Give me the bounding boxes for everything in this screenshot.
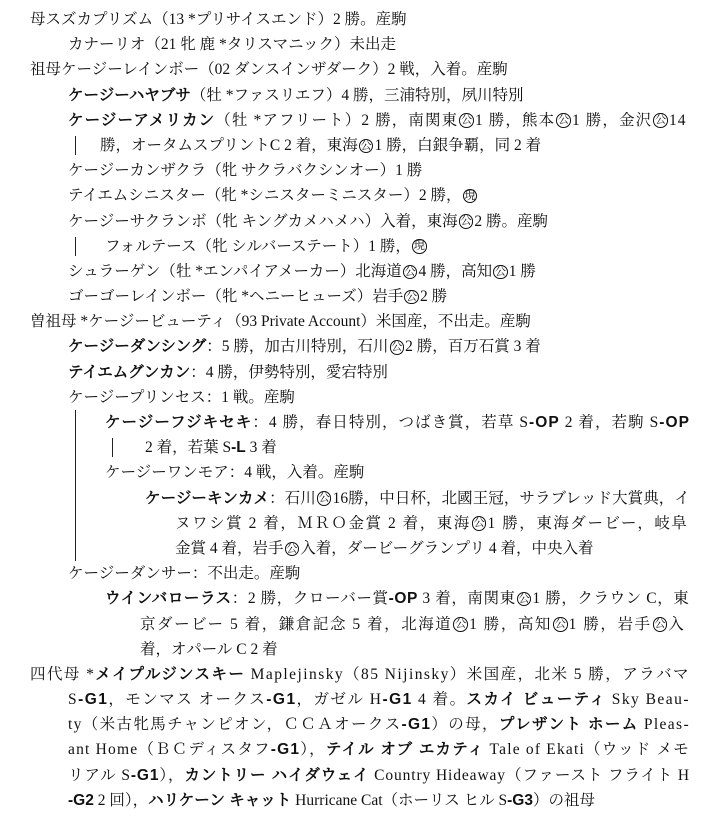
tree-connector-line <box>75 136 76 155</box>
line-text <box>30 662 690 687</box>
race-grade-label: -G1 <box>266 691 297 709</box>
third-dam-grandfoal-continuation <box>0 435 720 460</box>
tree-connector-line <box>75 435 76 460</box>
text-run: Maplejinsky（85 Nijinsky）米国産，北米 5 勝，アラバマ <box>245 665 690 683</box>
highlighted-horse-name: ウインバローラス <box>105 590 232 608</box>
line-text <box>105 460 364 485</box>
second-dam-foal-line <box>0 209 720 234</box>
line-text <box>68 687 690 712</box>
text-run: 3 着 <box>245 439 277 457</box>
public-racing-mark: 公 <box>518 592 530 605</box>
public-racing-mark: 公 <box>460 215 472 228</box>
highlighted-horse-name: ハリケーン キャット <box>148 791 292 809</box>
line-text <box>68 334 541 359</box>
fourth-dam-continuation <box>0 712 720 737</box>
race-grade-label: -OP <box>529 414 560 431</box>
text-run: ：5 勝，加古川特別，石川 <box>206 338 389 356</box>
text-run: 1 勝，岩手 <box>568 615 652 633</box>
text-run: ケージーダンサー：不出走。産駒 <box>68 565 301 583</box>
line-text <box>68 183 478 208</box>
highlighted-horse-name: ケージーフジキセキ <box>105 414 253 431</box>
third-dam-great-grandfoal-line <box>0 486 720 511</box>
text-run: 4 着。 <box>412 691 467 709</box>
public-racing-mark: 公 <box>404 265 416 278</box>
third-dam-line <box>0 309 720 334</box>
line-text <box>175 511 688 536</box>
public-racing-mark: 公 <box>554 618 566 631</box>
line-text <box>68 209 548 234</box>
second-dam-line <box>0 57 720 82</box>
dam-foal-line <box>0 32 720 57</box>
text-run: ケージープリンセス：1 戦。産駒 <box>68 388 295 406</box>
third-dam-grandfoal-continuation <box>0 612 720 637</box>
second-dam-grandfoal-line <box>0 234 720 259</box>
text-run: Sky Beau- <box>606 691 690 709</box>
text-run: 2 勝。産駒 <box>474 212 549 230</box>
line-text <box>145 435 277 460</box>
line-text <box>140 637 278 662</box>
public-racing-mark: 公 <box>558 114 570 127</box>
tree-connector-line <box>75 237 76 256</box>
line-text <box>30 57 508 82</box>
text-run: 1 勝 <box>508 262 536 280</box>
text-run: ，ガゼル H <box>296 691 383 709</box>
text-run: ：4 勝，伊勢特別，愛宕特別 <box>190 363 388 381</box>
third-dam-grandfoal-line <box>0 410 720 435</box>
text-run: 2 勝 <box>420 288 448 306</box>
horse-name: ケージーハヤブサ <box>68 86 191 104</box>
horse-name: テイエムグンカン <box>68 363 191 381</box>
text-run: 1 勝，クラウン C，東 <box>532 590 690 608</box>
text-run: ヌワシ賞 2 着，ＭＲＯ金賞 2 着，東海 <box>175 514 471 532</box>
line-text <box>145 486 690 511</box>
public-racing-mark: 公 <box>654 618 666 631</box>
horse-name: ケージーアメリカン <box>68 111 216 129</box>
race-grade-label: -G1 <box>130 766 160 784</box>
text-run: ゴーゴーレインボー（牝 *ヘニーヒューズ）岩手 <box>68 288 404 306</box>
text-run: Tale of Ekati（ウッド メモ <box>484 741 690 759</box>
fourth-dam-continuation <box>0 737 720 762</box>
line-text <box>105 586 689 611</box>
text-run: ：4 勝，春日特別，つばき賞，若草 S <box>252 414 530 431</box>
line-text <box>100 133 541 158</box>
horse-name: ケージーダンシング <box>68 338 207 356</box>
public-racing-mark: 公 <box>494 265 507 278</box>
highlighted-horse-name: プレザント ホーム <box>498 716 639 734</box>
line-text <box>68 284 447 309</box>
race-grade-label: -OP <box>388 590 418 608</box>
line-text <box>68 108 687 133</box>
third-dam-great-grandfoal-continuation <box>0 536 720 561</box>
text-run: カナーリオ（21 牝 鹿 *タリスマニック）未出走 <box>68 36 396 54</box>
fourth-dam-continuation <box>0 687 720 712</box>
tree-connector-line <box>75 511 76 536</box>
public-racing-mark: 公 <box>473 517 485 530</box>
text-run: ant Home（ＢＣディスタフ <box>68 741 271 759</box>
text-run: ）の祖母 <box>532 791 595 809</box>
line-text <box>68 32 396 57</box>
third-dam-great-grandfoal-continuation <box>0 511 720 536</box>
race-grade-label: -G1 <box>401 716 432 734</box>
race-grade-label: -L <box>231 439 246 457</box>
second-dam-foal-line <box>0 183 720 208</box>
line-text <box>175 536 594 561</box>
text-run: 京ダービー 5 着，鎌倉記念 5 着，北海道 <box>140 615 453 633</box>
text-run: 入 <box>668 615 686 633</box>
line-text <box>68 561 300 586</box>
text-run: （牡 *アフリート）2 勝，南関東 <box>215 111 459 129</box>
tree-connector-line <box>112 438 113 457</box>
public-racing-mark: 公 <box>391 341 403 354</box>
text-run: ，モンマス オークス <box>108 691 267 709</box>
text-run: ty（米古牝馬チャンピオン，ＣＣＡオークス <box>68 716 402 734</box>
text-run: ）， <box>300 741 326 759</box>
tree-connector-line <box>75 410 76 435</box>
line-text <box>68 763 690 788</box>
third-dam-grandfoal-continuation <box>0 637 720 662</box>
third-dam-grandfoal-line <box>0 460 720 485</box>
text-run: テイエムシニスター（牝 *シニスターミニスター）2 勝， <box>68 187 462 205</box>
third-dam-foal-line <box>0 385 720 410</box>
text-run: 祖母ケージーレインボー（02 ダンスインザダーク）2 戦，入着。産駒 <box>30 61 508 79</box>
second-dam-foal-line <box>0 108 720 133</box>
second-dam-foal-continuation <box>0 133 720 158</box>
line-text <box>30 7 407 32</box>
text-run: （牡 *ファスリエフ）4 勝，三浦特別，夙川特別 <box>190 86 524 104</box>
public-racing-mark: 公 <box>318 492 330 505</box>
highlighted-horse-name: メイプルジンスキー <box>95 665 246 683</box>
second-dam-foal-line <box>0 284 720 309</box>
dam-line <box>0 7 720 32</box>
tree-connector-line <box>75 536 76 561</box>
third-dam-foal-line <box>0 561 720 586</box>
text-run: 2 回）， <box>93 791 149 809</box>
line-text <box>105 410 690 435</box>
line-text <box>30 309 531 334</box>
line-text <box>68 385 295 410</box>
text-run: 2 勝，百万石賞 3 着 <box>405 338 541 356</box>
text-run: ケージーサクランボ（牝 キングカメハメハ）入着，東海 <box>68 212 458 230</box>
highlighted-horse-name: スカイ ビューティ <box>466 691 607 709</box>
text-run: 曽祖母 *ケージービューティ（93 Private Account）米国産，不出走。産駒 <box>30 313 531 331</box>
text-run: ケージーワンモア：4 戦，入着。産駒 <box>105 464 365 482</box>
public-racing-mark: 公 <box>286 542 298 555</box>
tree-connector-line <box>75 460 76 485</box>
third-dam-foal-line <box>0 334 720 359</box>
text-run: S <box>68 691 79 709</box>
second-dam-foal-line <box>0 259 720 284</box>
second-dam-foal-line <box>0 83 720 108</box>
text-run: ）の母， <box>431 716 499 734</box>
public-racing-mark: 公 <box>406 290 418 303</box>
race-grade-label: -G1 <box>270 741 301 759</box>
text-run: 入着，ダービーグランプリ 4 着，中央入着 <box>300 539 594 557</box>
line-text <box>68 83 524 108</box>
line-text <box>68 712 690 737</box>
text-run: 1 勝，金沢 <box>571 111 653 129</box>
public-racing-mark: 公 <box>360 139 372 152</box>
text-run: 4 勝，高知 <box>418 262 493 280</box>
fourth-dam-continuation <box>0 788 720 813</box>
line-text <box>68 360 388 385</box>
text-run: ）， <box>159 766 185 784</box>
text-run: 1 勝，白銀争覇，同 2 着 <box>374 136 542 154</box>
text-run: 1 勝，高知 <box>469 615 552 633</box>
line-text <box>68 788 595 813</box>
public-racing-mark: 公 <box>654 114 667 127</box>
text-run: 2 着，若葉 S <box>145 439 232 457</box>
race-grade-label: -G2 <box>68 791 94 809</box>
text-run: 2 着，若駒 S <box>559 414 660 431</box>
second-dam-foal-line <box>0 158 720 183</box>
tree-connector-line <box>75 486 76 511</box>
public-racing-mark: 公 <box>461 114 473 127</box>
text-run: Hurricane Cat（ホーリス ヒル S <box>291 791 508 809</box>
text-run: 金賞 4 着，岩手 <box>175 539 284 557</box>
highlighted-horse-name: カントリー ハイダウェイ <box>184 766 370 784</box>
highlighted-horse-name: テイル オブ エカティ <box>325 741 485 759</box>
line-text <box>140 612 685 637</box>
fourth-dam-line <box>0 662 720 687</box>
line-text <box>68 158 422 183</box>
text-run: 3 着，南関東 <box>417 590 516 608</box>
race-grade-label: -G3 <box>507 791 533 809</box>
text-run: ケージーカンザクラ（牝 サクラバクシンオー）1 勝 <box>68 162 423 180</box>
text-run: 勝，オータムスプリントC 2 着，東海 <box>100 136 358 154</box>
text-run: リアル S <box>68 766 131 784</box>
line-text <box>68 259 536 284</box>
text-run: フォルテース（牝 シルバーステート）1 勝， <box>105 237 411 255</box>
line-text <box>105 234 428 259</box>
text-run: Country Hideaway（ファースト フライト H <box>369 766 690 784</box>
horse-name: ケージーキンカメ <box>145 489 270 507</box>
text-run: ：石川 <box>269 489 316 507</box>
text-run: 1 勝，東海ダービー，岐阜 <box>487 514 689 532</box>
text-run: 1 勝，熊本 <box>474 111 556 129</box>
text-run: 四代母 * <box>30 665 96 683</box>
text-run: 14 <box>668 111 687 129</box>
text-run: ：2 勝，クローバー賞 <box>231 590 389 608</box>
text-run: シュラーゲン（牡 *エンパイアメーカー）北海道 <box>68 262 402 280</box>
fourth-dam-continuation <box>0 763 720 788</box>
text-run: 着，オパール C 2 着 <box>140 640 278 658</box>
third-dam-foal-line <box>0 360 720 385</box>
race-grade-label: -G1 <box>382 691 413 709</box>
active-status-mark: 現 <box>464 189 476 202</box>
text-run: 母スズカプリズム（13 *プリサイスエンド）2 勝。産駒 <box>30 11 407 28</box>
third-dam-grandfoal-line <box>0 586 720 611</box>
text-run: Pleas- <box>638 716 690 734</box>
active-status-mark: 現 <box>413 240 425 253</box>
public-racing-mark: 公 <box>455 618 467 631</box>
race-grade-label: -G1 <box>78 691 109 709</box>
text-run: 16勝，中日杯，北國王冠，サラブレッド大賞典，イ <box>332 489 690 507</box>
line-text <box>68 737 690 762</box>
race-grade-label: -OP <box>659 414 691 431</box>
